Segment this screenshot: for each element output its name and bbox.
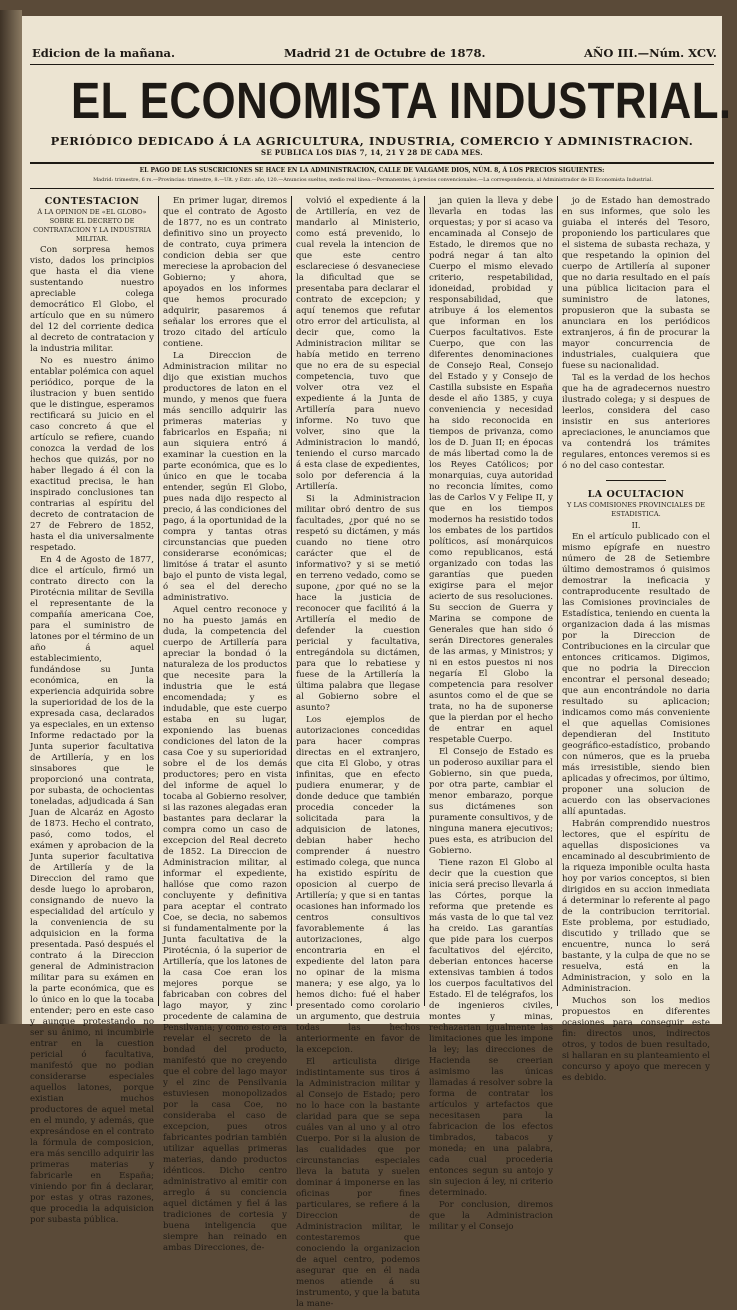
column-1	[30, 196, 154, 1225]
article-title: LA OCULTACION	[587, 489, 685, 500]
masthead-rule	[30, 162, 714, 164]
article-subtitle: Y LAS COMISIONES PROVINCIALES DE ESTADISTICA.	[567, 501, 705, 518]
paragraph: Muchos son los medios propuestos en diferentes ocasiones para conseguir este fin: directos unos, indirectos otros, y todos de buen resultado, si hallaran en su planteamiento el concurso y apoyo que merecen y es debido.	[562, 996, 710, 1083]
column-3	[296, 196, 420, 1309]
paragraph: jan quien la lleva y debe llevarla en todas las orquestas; y por si acaso va encaminada al Consejo de Estado, le diremos que no podrá negar á tan alto Cuerpo el mismo elevado criterio, respetabilidad, idoneidad, probidad y responsabilidad, que atribuye á los elementos que informan en los Cuerpos facultativos. Este Cuerpo, que con las diferentes denominaciones de Consejo Real, Consejo del Estado y y Consejo de Castilla subsiste en España desde el año 1385, y cuya conveniencia y necesidad ha sido reconocida en tiempos de privanza, como los de D. Juan II; en épocas de más libertad como la de los Reyes Católicos; por monarquias, cuya autoridad no reconcia límites, como las de Carlos V y Felipe II, y que en los tiempos modernos ha resistido todos los embates de los partidos políticos, así monárquicos como republicanos, está organizado con todas las garantías que pueden exigirse para el mejor acierto de sus resoluciones. Su seccion de Guerra y Marina se compone de Generales que han sido ó serán Directores generales de las armas, y Ministros; y ni en estos puestos ni nos negaría El Globo la competencia para resolver asuntos como el de que se trata, no ha de suponerse que la pierdan por el hecho de entrar en aquel respetable Cuerpo.	[429, 196, 553, 745]
masthead-subtitle: PERIÓDICO DEDICADO Á LA AGRICULTURA, INDUSTRIA, COMERCIO Y ADMINISTRACION.	[50, 134, 694, 148]
paragraph: Si la Administracion militar obró dentro de sus facultades, ¿por qué no se respetó su dictámen, y más cuando no tiene otro carácter que el de informativo? y si se metió en terreno vedado, como se supone, ¿por qué no se la hace la justicia de reconocer que facilitó á la Artillería el medio de defender la cuestion pericial y facultativa, entregándola su dictámen, para que lo rebatiese y fuese de la Artillería la última palabra que llegase al Gobierno sobre el asunto?	[296, 494, 420, 713]
paragraph: Por conclusion, diremos que la Administracion militar y el Consejo	[429, 1200, 553, 1232]
paragraph: Habrán comprendido nuestros lectores, que el espíritu de aquellas disposiciones va encaminado al descubrimiento de la riqueza imponible oculta hasta hoy por varios conceptos, si bien dirigidos en su accion inmediata á determinar lo referente al pago de la contribucion territorial. Este problema, por estudiado, discutido y trillado que se encuentre, nunca lo será bastante, y la culpa de que no se resuelva, está en la Administracion, y solo en la Administracion.	[562, 819, 710, 994]
date-line: Madrid 21 de Octubre de 1878.	[284, 46, 486, 60]
issue-number: AÑO III.—Núm. XCV.	[584, 46, 717, 60]
article-title: CONTESTACION	[44, 196, 140, 207]
payment-notice: EL PAGO DE LAS SUSCRICIONES SE HACE EN LA ADMINISTRACION, CALLE DE VALGAME DIOS, NÚM. 8, Á LOS PRECIOS SIGUIENTES:	[139, 167, 605, 174]
edition-label: Edicion de la mañana.	[32, 46, 176, 60]
column-divider	[291, 196, 292, 1006]
newspaper-page	[22, 16, 732, 1309]
paragraph: La Direccion de Administracion militar no dijo que existian muchos productores de laton en el mundo, y menos que fuera más sencillo adquirir las primeras materias y fabricarlos en España; ni aun siquiera entró á examinar la cuestion en la parte económica, que es lo único en que le tocaba entender, según El Globo, pues nada dijo respecto al precio, á las condiciones del pago, á la oportunidad de la compra y tantas otras circunstancias que pueden considerarse económicas; limitóse á tratar el asunto bajo el punto de vista legal, ó sea el del derecho administrativo.	[163, 351, 287, 603]
paragraph: Aquel centro reconoce y no ha puesto jamás en duda, la competencia del cuerpo de Artillería para apreciar la bondad ó la naturaleza de los productos que necesite para la industria que le está encomendada; y es indudable, que este cuerpo estaba en su lugar, exponiendo las buenas condiciones del laton de la casa Coe y su superioridad sobre el de los demás productores; pero en vista del informe de aquel lo tocaba al Gobierno resolver, si las razones alegadas eran bastantes para declarar la compra como un caso de excepcion del Real decreto de 1852. La Direccion de Administracion militar, al informar el expediente, hallóse que como razon concluyente y definitiva para aceptar el contrato Coe, se decia, no sabemos si fundamentalmente por la Junta facultativa de la Pirotécnia, ó la superior de Artillería, que los latones de la casa Coe eran los mejores porque se fabricaban con cobres del lago mayor, y zinc procedente de calamina de Pensilvania; y como esto era revelar el secreto de la bondad del producto, manifestó que no creyendo que el cobre del lago mayor y el zinc de Pensilvania estuviesen monopolizados por la casa Coe, no consideraba el caso de excepcion, pues otros fabricantes podrian también utilizar aquellas primeras materias, dando productos idénticos. Dicho centro administrativo al emitir con arreglo á su conciencia aquel dictámen y fiel á las tradiciones de cortesia y buena inteligencia que siempre han reinado en ambas Direcciones, de-	[163, 605, 287, 1253]
paragraph: Con sorpresa hemos visto, dados los principios que hasta el dia viene sustentando nuestro apreciable colega democrático El Globo, el artículo que en su número del 12 del corriente dedica al decreto de contratacion y la industria militar.	[30, 245, 154, 354]
column-divider	[158, 196, 159, 1006]
paragraph: En el artículo publicado con el mismo epígrafe en nuestro número de 28 de Setiembre último demostramos ó quisimos demostrar la ineficacia y contraproducente resultado de las Comisiones provinciales de Estadística, teniendo en cuenta la organizacion dada á las mismas por la Direccion de Contribuciones en la circular que entonces criticamos. Digimos, que no podria la Direccion encontrar el personal deseado; que aun encontrándole no daria resultado su aplicacion; indicamos como más conveniente el que aquellas Comisiones dependieran del Instituto geográfico-estadístico, probando con números, que es la prueba más irresistible, siendo bien aplicadas y ofrecimos, por último, proponer una solucion de acuerdo con las observaciones allí apuntadas.	[562, 532, 710, 817]
paragraph: En primer lugar, diremos que el contrato de Agosto de 1877, no es un contrato definitivo sino un proyecto de contrato, cuya primera condicion debia ser que mereciese la aprobacion del Gobierno; y ahora, apoyados en los informes que hemos procurado adquirir, pasaremos á señalar los errores que el trozo citado del artículo contiene.	[163, 196, 287, 349]
paragraph: El articulista dirige indistintamente sus tiros á la Administracion militar y al Consejo de Estado; pero no lo hace con la bastante claridad para que se sepa cuáles van al uno y al otro Cuerpo. Por si la alusion de las cualidades que por circunstancias especiales lleva la batuta y suelen dominar á imponerse en las oficinas por fines particulares, se refiere á la Direccion de Administracion militar, le contestaremos que conociendo la organizacion de aquel centro, podemos asegurar que en él nada menos atiende á su instrumento, y que la batuta la mane-	[296, 1057, 420, 1309]
column-5	[562, 196, 710, 1083]
top-rule	[30, 64, 714, 65]
masthead-title: EL ECONOMISTA INDUSTRIAL.	[71, 72, 732, 129]
paragraph: Tiene razon El Globo al decir que la cuestion que inicia será preciso llevarla á las Córtes, porque la reforma que pretende es más vasta de lo que tal vez ha creido. Las garantías que pide para los cuerpos facultativos del ejército, deberian entonces hacerse extensivas tambien á todos los cuerpos facultativos del Estado. El de telégrafos, los de ingenieros civiles, montes y minas, rechazarian igualmente las limitaciones que les impone la ley; las direcciones de Hacienda se creerian asimismo las únicas llamadas á resolver sobre la forma de contratar los artículos y artefactos que necesitasen para la fabricacion de los efectos timbrados, tabacos y moneda; en una palabra, cada cual procederia entonces segun su antojo y sin sujecion á ley, ni criterio determinado.	[429, 858, 553, 1198]
column-2	[163, 196, 287, 1253]
paragraph: Tal es la verdad de los hechos que ha de agradecernos nuestro ilustrado colega; y si despues de leerlos, considera del caso insistir en sus anteriores apreciaciones, le anunciamos que va contendrá los trámites regulares, entonces veremos si es ó no del caso contestar.	[562, 373, 710, 471]
column-4	[429, 196, 553, 1232]
column-divider	[557, 196, 558, 1006]
paragraph: En 4 de Agosto de 1877, dice el artículo, firmó un contrato directo con la Pirotécnia militar de Sevilla el representante de la compañía americana Coe, para el suministro de latones por el término de un año á aquel establecimiento, fundándose su Junta económica, en la experiencia adquirida sobre la superioridad de los de la expresada casa, declarados ya especiales, en un extenso Informe redactado por la Junta superior facultativa de Artillería, y en los sinsabores que le proporcionó una contrata, por subasta, de ochocientas toneladas, adjudicada á San Juan de Alcaráz en Agosto de 1873. Hecho el contrato, pasó, como todos, el exámen y aprobacion de la Junta superior facultativa de Artillería y de la Direccion del ramo que desde luego lo aprobaron, consignando de nuevo la especialidad del artículo y la conveniencia de su adquisicion en la forma presentada. Pasó después el contrato á la Direccion general de Administracion militar para su exámen en la parte económica, que es lo único en lo que la tocaba entender; pero en este caso y aunque protestando no ser su ánimo, ni incumbirle entrar en la cuestion pericial ó facultativa, manifestó que no podian considerarse especiales aquellos latones, porque existian muchos productores de aquel metal en el mundo, y además, que expresándose en el contrato la fórmula de composicion, era más sencillo adquirir las primeras materias y fabricarle en España; viniendo por fin á declarar, por estas y otras razones, que procedia la adquisicion por subasta pública.	[30, 555, 154, 1225]
page-edge	[0, 10, 22, 1024]
paragraph: No es nuestro ánimo entablar polémica con aquel periódico, porque de la ilustracion y buen sentido que le distingue, esperamos rectificará su juicio en el caso concreto á que el artículo se refiere, cuando conozca la verdad de los hechos que quizás, por no haber llegado á él con la exactitud precisa, le han inspirado conclusiones tan contrarias al espíritu del decreto de contratacion de 27 de Febrero de 1852, hasta el dia universalmente respetado.	[30, 356, 154, 553]
paragraph: jo de Estado han demostrado en sus informes, que solo les guiaba el interés del Tesoro, proponiendo los particulares que el sistema de subasta rechaza, y que respetando la opinion del cuerpo de Artillería al suponer que no daria resultado en el país una pública licitacion para el suministro de latones, propusieron que la subasta se anunciara en los periódicos extranjeros, á fin de procurar la mayor concurrencia de industriales, cualquiera que fuese su nacionalidad.	[562, 196, 710, 371]
paragraph: El Consejo de Estado es un poderoso auxiliar para el Gobierno, sin que pueda, por otra parte, cambiar el menor embarazo, porque sus dictámenes son puramente consultivos, y de ninguna manera ejecutivos; pues esta, es atribucion del Gobierno.	[429, 747, 553, 856]
part-numeral: II.	[631, 521, 641, 530]
article-subtitle: Á LA OPINION DE «EL GLOBO» SOBRE EL DECRETO DE CONTRATACION Y LA INDUSTRIA MILITAR.	[33, 208, 151, 243]
header-bottom-rule	[30, 188, 714, 189]
price-list: Madrid: trimestre, 6 rs.—Provincias: trimestre, 8.—Ult. y Extr.: año, 120.—Anuncios sueltos, medio real línea.—Permanentes, á precios convencionales.—La correspondencia, al Administrador de El Economista Industrial.	[93, 177, 653, 183]
column-divider	[424, 196, 425, 1006]
section-rule	[606, 480, 666, 481]
paragraph: Los ejemplos de autorizaciones concedidas para hacer compras directas en el extranjero, que cita El Globo, y otras infinitas, que en efecto pudiera enumerar, y de donde deduce que también procedia conceder la solicitada para la adquisicion de latones, debian haber hecho comprender á nuestro estimado colega, que nunca ha existido espíritu de oposicion al cuerpo de Artillería; y que si en tantas ocasiones han informado los centros consultivos favorablemente á las autorizaciones, algo encontraria en el expediente del laton para no opinar de la misma manera; y ese algo, ya lo hemos dicho: fué el haber presentado como corolario un argumento, que destruia todas las hechos anteriormente en favor de la excepcion.	[296, 715, 420, 1055]
publication-schedule: SE PUBLICA LOS DIAS 7, 14, 21 Y 28 DE CADA MES.	[261, 148, 483, 157]
paragraph: volvió el expediente á la de Artillería, en vez de mandarlo al Ministerio, como está prevenido, lo cual revela la intencion de que este centro esclareciese ó desvaneciese la dificultad que se presentaba para declarar el contrato de excepcion; y aquí tenemos que refutar otro error del articulista, al decir que, como la Administracion militar se había metido en terreno que no era de su especial competencia, tuvo que volver otra vez el expediente á la Junta de Artillería para nuevo informe. No tuvo que volver, sino que la Administracion lo mandó, teniendo el curso marcado á esta clase de expedientes, solo por deferencia á la Artillería.	[296, 196, 420, 492]
